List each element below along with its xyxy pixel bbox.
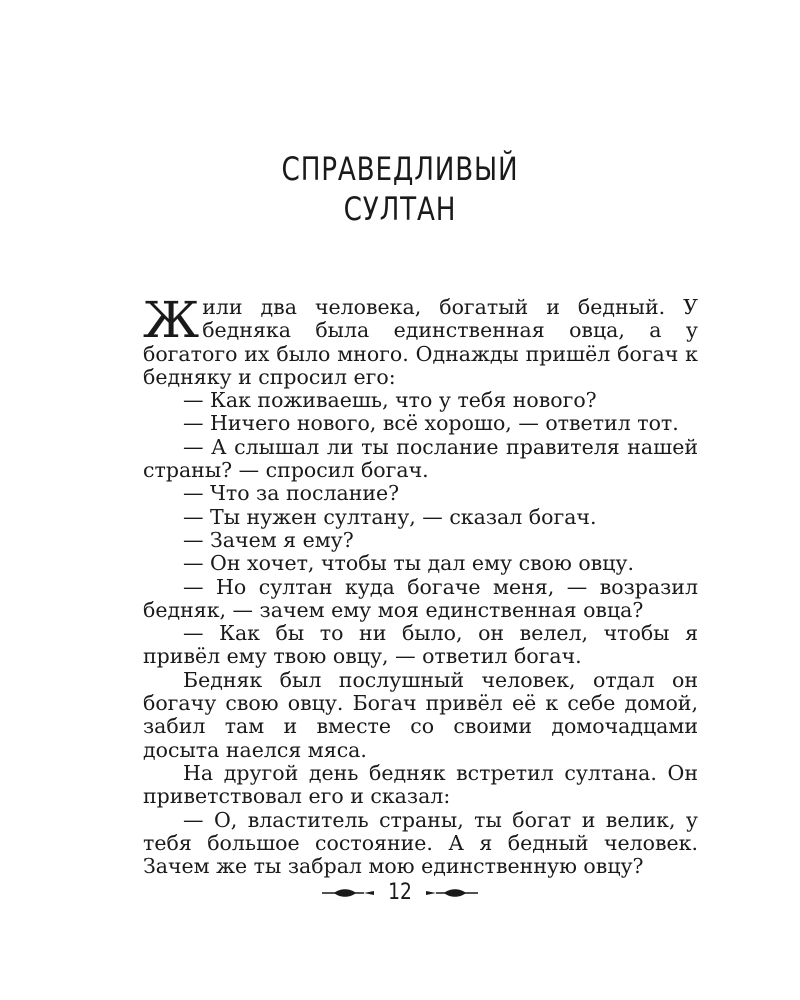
page-footer — [0, 880, 800, 905]
paragraph: — Как бы то ни было, он велел, чтобы я привёл ему твою овцу, — ответил богач. — [143, 621, 698, 669]
paragraph: — О, властитель страны, ты богат и велик, у тебя большое состояние. А я бедный человек. Зачем же ты забрал мою единственную овцу? — [143, 807, 698, 879]
paragraph: — А слышал ли ты послание правителя нашей страны? — спросил богач. — [143, 434, 698, 483]
paragraph-1 — [143, 291, 698, 389]
paragraph: На другой день бедняк встретил султана. Он приветствовал его и сказал: — [143, 760, 698, 809]
paragraph: Бедняк был послушный человек, отдал он богачу свою овцу. Богач привёл её к себе домой, забил там и вместе со своими домочадцами досыта наелся мяса. — [143, 667, 698, 762]
chapter-title-line-2: СУЛТАН — [343, 190, 457, 228]
ornament-left-icon — [320, 886, 376, 900]
paragraph: — Зачем я ему? — [183, 527, 354, 552]
paragraph: — Ты нужен султану, — сказал богач. — [183, 504, 597, 529]
paragraph: — Как поживаешь, что у тебя нового? — [183, 388, 597, 413]
paragraph: — Но султан куда богаче меня, — возразил бедняк, — зачем ему моя единственная овца? — [143, 574, 698, 622]
paragraph: — Он хочет, чтобы ты дал ему свою овцу. — [183, 551, 634, 576]
chapter-title-line-1: СПРАВЕДЛИВЫЙ — [281, 150, 519, 188]
paragraph: — Что за послание? — [183, 481, 400, 506]
drop-cap: Ж — [143, 291, 200, 349]
story-text — [143, 291, 698, 879]
ornament-right-icon — [424, 886, 480, 900]
paragraph-1-text: или два человека, богатый и бедный. У бедняка была единственная овца, а у богатого их было много. Однажды пришёл богач к бедняку и спросил его: — [143, 295, 698, 389]
paragraph: — Ничего нового, всё хорошо, — ответил тот. — [183, 411, 679, 436]
page-number: 12 — [388, 880, 412, 905]
